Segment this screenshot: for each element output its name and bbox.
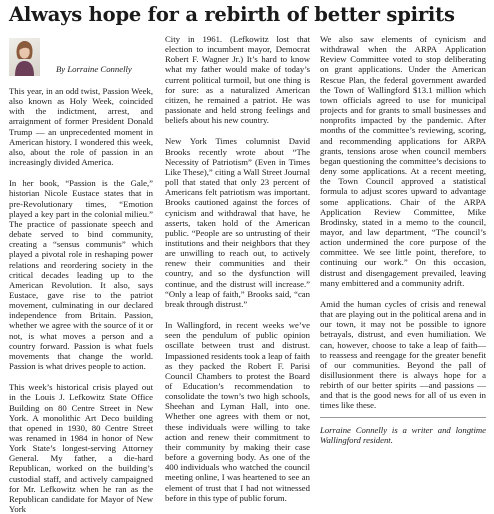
column-1 xyxy=(9,38,153,514)
paragraph: This year, in an odd twist, Passion Week, also known as Holy Week, coincided with the indictment, arrest, and arraignment of former President Donald Trump — an unprecedented moment in American history. I wondered this week, also, about the role of passion in an increasingly divided America. xyxy=(9,86,153,168)
headline: Always hope for a rebirth of better spirits xyxy=(9,3,455,26)
byline: By Lorraine Connelly xyxy=(56,64,132,74)
column-2 xyxy=(165,34,310,503)
author-photo xyxy=(9,38,40,76)
paragraph: In her book, “Passion is the Gale,” historian Nicole Eustace states that in pre-Revolutionary times, “Emotion played a key part in the colonial milieu.” The practice of passionate speech and debate served to bind community, creating a “sensus communis” which played a pivotal role in reshaping power relations and reordering society in the critical decades leading up to the American Revolution. It also, says Eustace, gave rise to the patriot movement, culminating in our declared independence from Britain. Passion, whether we agree with the source of it or not, is what moves a person and a country forward. Passion is what fuels movements that change the world. Passion is what drives people to action. xyxy=(9,178,153,372)
divider xyxy=(320,417,486,418)
column-3 xyxy=(320,34,486,445)
paragraph: New York Times columnist David Brooks recently wrote about “The Necessity of Patriotism” (Even in Times Like These),” citing a Wall Street Journal poll that stated that only 23 percent of Americans felt patriotism was important. Brooks cautioned against the forces of cynicism and withdrawal that have, he asserts, taken hold of the American public. “People are so untrusting of their institutions and their neighbors that they are unwilling to reach out, to actively renew their communities and their country, and so the dysfunction will continue, and the distrust will increase.” “Only a leap of faith,” Brooks said, “can break through distrust.” xyxy=(165,136,310,309)
paragraph: In Wallingford, in recent weeks we’ve seen the pendulum of public opinion oscillate between trust and distrust. Impassioned residents took a leap of faith as they packed the Robert F. Parisi Council Chambers to protest the Board of Education’s recommendation to consolidate the town’s two high schools, Sheehan and Lyman Hall, into one. Whether one agrees with them or not, these individuals were willing to take action and renew their commitment to their community by making their case before a governing body. As one of the 400 individuals who watched the council meeting online, I was heartened to see an element of trust that I had not witnessed before in this type of public forum. xyxy=(165,320,310,503)
paragraph: We also saw elements of cynicism and withdrawal when the ARPA Application Review Committee voted to stop deliberating on grant applications. Under the American Rescue Plan, the federal government awarded the Town of Wallingford $13.1 million which town officials agreed to use for municipal projects and for grants to small businesses and nonprofits impacted by the pandemic. After months of the committee’s reviewing, scoring, and recommending applications for ARPA grants, tensions arose when council members began questioning the committee’s decisions to deny some applications. At a recent meeting, the Town Council approved a statistical formula to adjust scores upward to advantage some applications. Chair of the ARPA Application Review Committee, Mike Brodinsky, stated in a memo to the council, mayor, and law department, “The council’s action undermined the core purpose of the committee. We see little point, therefore, to continuing our work.” On this occasion, distrust and disengagement prevailed, leaving many embittered and a community adrift. xyxy=(320,34,486,288)
paragraph: Amid the human cycles of crisis and renewal that are playing out in the political arena and in our town, it may not be possible to ignore betrayals, distrust, and even humiliation. We can, however, choose to take a leap of faith— to reassess and reengage for the greater benefit of our communities. Beyond the pall of disillusionment there is always hope for a rebirth of our better spirits —and passions — and that is the good news for all of us even in times like these. xyxy=(320,298,486,411)
paragraph: This week’s historical crisis played out in the Louis J. Lefkowitz State Office Building on 80 Centre Street in New York. A monolithic Art Deco building that opened in 1930, 80 Centre Street was renamed in 1984 in honor of New York State’s longest-serving Attorney General. My father, a die-hard Republican, worked on the building’s custodial staff, and actively campaigned for Mr. Lefkowitz when he ran as the Republican candidate for Mayor of New York xyxy=(9,382,153,514)
paragraph: City in 1961. (Lefkowitz lost that election to incumbent mayor, Democrat Robert F. Wagner Jr.) It’s hard to know what my father would make of today’s current political turmoil, but one thing is for sure: as a naturalized American citizen, he remained a patriot. He was passionate and held strong feelings and beliefs about his new country. xyxy=(165,34,310,126)
author-bio: Lorraine Connelly is a writer and longtime Wallingford resident. xyxy=(320,424,486,445)
